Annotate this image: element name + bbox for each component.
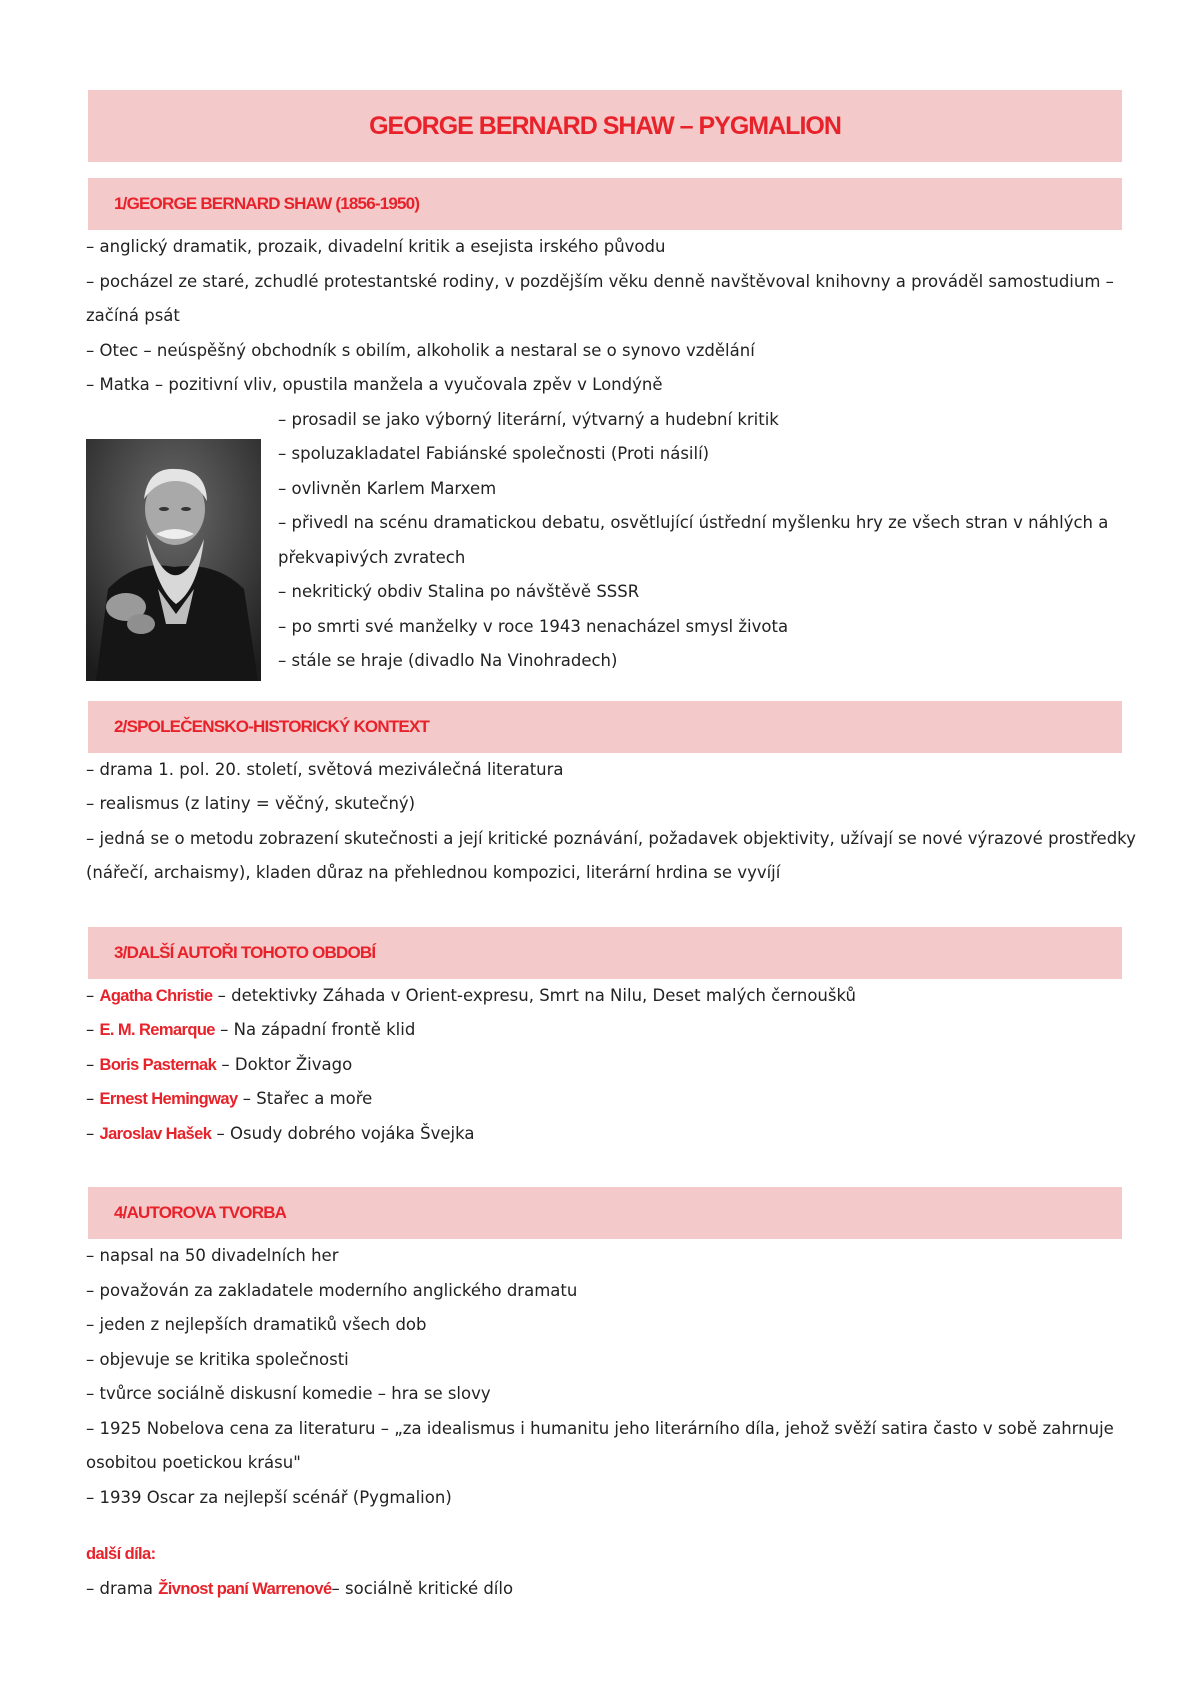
author-prefix: – (86, 1020, 100, 1039)
author-prefix: – (86, 985, 100, 1005)
section-1-heading: 1/GEORGE BERNARD SHAW (1856-1950) (114, 194, 420, 213)
author-works: – detektivky Záhada v Orient-expresu, Smrt na Nilu, Deset malých černoušků (212, 985, 856, 1005)
photo-block (86, 403, 1122, 670)
portrait-photo (86, 439, 261, 681)
text-line: – Matka – pozitivní vliv, opustila manžela a vyučovala zpěv v Londýně (86, 375, 663, 394)
author-works: – Na západní frontě klid (214, 1020, 416, 1039)
text-line: – ovlivněn Karlem Marxem (278, 478, 497, 498)
text-line: – 1939 Oscar za nejlepší scénář (Pygmalion) (86, 1487, 452, 1507)
author-name: Ernest Hemingway (99, 1090, 238, 1108)
section-2-heading: 2/SPOLEČENSKO-HISTORICKÝ KONTEXT (114, 716, 430, 736)
text-line: – napsal na 50 divadelních her (86, 1246, 339, 1265)
author-name: Boris Pasternak (99, 1055, 217, 1074)
author-line (86, 1013, 1122, 1048)
author-line (86, 979, 1122, 1014)
text-line: – tvůrce sociálně diskusní komedie – hra se slovy (86, 1384, 491, 1403)
author-works: – Stařec a moře (237, 1089, 373, 1108)
text-line: – spoluzakladatel Fabiánské společnosti (Proti násilí) (278, 444, 710, 463)
drama-prefix: – drama (86, 1578, 159, 1598)
section-3-body (86, 979, 1122, 1152)
document-page (86, 90, 1136, 1606)
text-line: začíná psát (86, 306, 180, 325)
text-line: – jedná se o metodu zobrazení skutečnosti a její kritické poznávání, požadavek objektivity, užívají se nové výrazové prostředky (86, 828, 1136, 848)
text-line: – drama 1. pol. 20. století, světová meziválečná literatura (86, 759, 564, 779)
author-prefix: – (86, 1054, 100, 1074)
other-works-heading (86, 1537, 1122, 1572)
text-line: – 1925 Nobelova cena za literaturu – „za idealismus i humanitu jeho literárního díla, jehož svěží satira často v sobě zahrnuje (86, 1418, 1114, 1438)
text-line: – po smrti své manželky v roce 1943 nenacházel smysl života (278, 616, 789, 636)
section-4-heading: 4/AUTOROVA TVORBA (114, 1203, 287, 1222)
other-works-label: další díla: (86, 1545, 156, 1563)
author-line (86, 1117, 1122, 1152)
text-line: – přivedl na scénu dramatickou debatu, osvětlující ústřední myšlenku hry ze všech stran v náhlých a překvapivých zvratech (278, 513, 1109, 567)
section-1-header (88, 178, 1122, 230)
text-line: osobitou poetickou krásu" (86, 1453, 301, 1472)
text-line: – jeden z nejlepších dramatiků všech dob (86, 1315, 427, 1334)
text-line: (nářečí, archaismy), kladen důraz na přehlednou kompozici, literární hrdina se vyvíjí (86, 863, 781, 882)
author-works: – Doktor Živago (216, 1054, 353, 1074)
text-line: – objevuje se kritika společnosti (86, 1349, 349, 1369)
text-line: – nekritický obdiv Stalina po návštěvě SSSR (278, 582, 640, 601)
section-3-heading: 3/DALŠÍ AUTOŘI TOHOTO OBDOBÍ (114, 942, 376, 962)
text-line: – prosadil se jako výborný literární, výtvarný a hudební kritik (278, 409, 779, 429)
text-line: – stále se hraje (divadlo Na Vinohradech) (278, 651, 618, 670)
section-4-body (86, 1239, 1122, 1606)
text-line: – anglický dramatik, prozaik, divadelní kritik a esejista irského původu (86, 237, 666, 256)
author-line (86, 1082, 1122, 1117)
drama-title: Živnost paní Warrenové (158, 1579, 332, 1598)
drama-line (86, 1572, 1122, 1607)
author-works: – Osudy dobrého vojáka Švejka (211, 1123, 475, 1143)
section-4-header (88, 1187, 1122, 1239)
author-prefix: – (86, 1123, 100, 1143)
text-line: – považován za zakladatele moderního anglického dramatu (86, 1280, 578, 1300)
title-banner (88, 90, 1122, 162)
author-name: Jaroslav Hašek (99, 1124, 212, 1143)
section-2-header (88, 701, 1122, 753)
author-name: E. M. Remarque (99, 1021, 215, 1039)
text-line: – pocházel ze staré, zchudlé protestantské rodiny, v pozdějším věku denně navštěvoval knihovny a prováděl samostudium – (86, 271, 1114, 291)
author-prefix: – (86, 1089, 100, 1108)
text-line: – realismus (z latiny = věčný, skutečný) (86, 794, 416, 813)
author-name: Agatha Christie (99, 986, 213, 1005)
section-3-header (88, 927, 1122, 979)
drama-desc: – sociálně kritické dílo (331, 1578, 514, 1598)
section-2-body (86, 753, 1136, 891)
photo-side-text (278, 403, 1120, 679)
section-1-body (86, 230, 1122, 670)
document-title: GEORGE BERNARD SHAW – PYGMALION (369, 111, 841, 140)
author-line (86, 1048, 1122, 1083)
text-line: – Otec – neúspěšný obchodník s obilím, alkoholik a nestaral se o synovo vzdělání (86, 340, 755, 360)
